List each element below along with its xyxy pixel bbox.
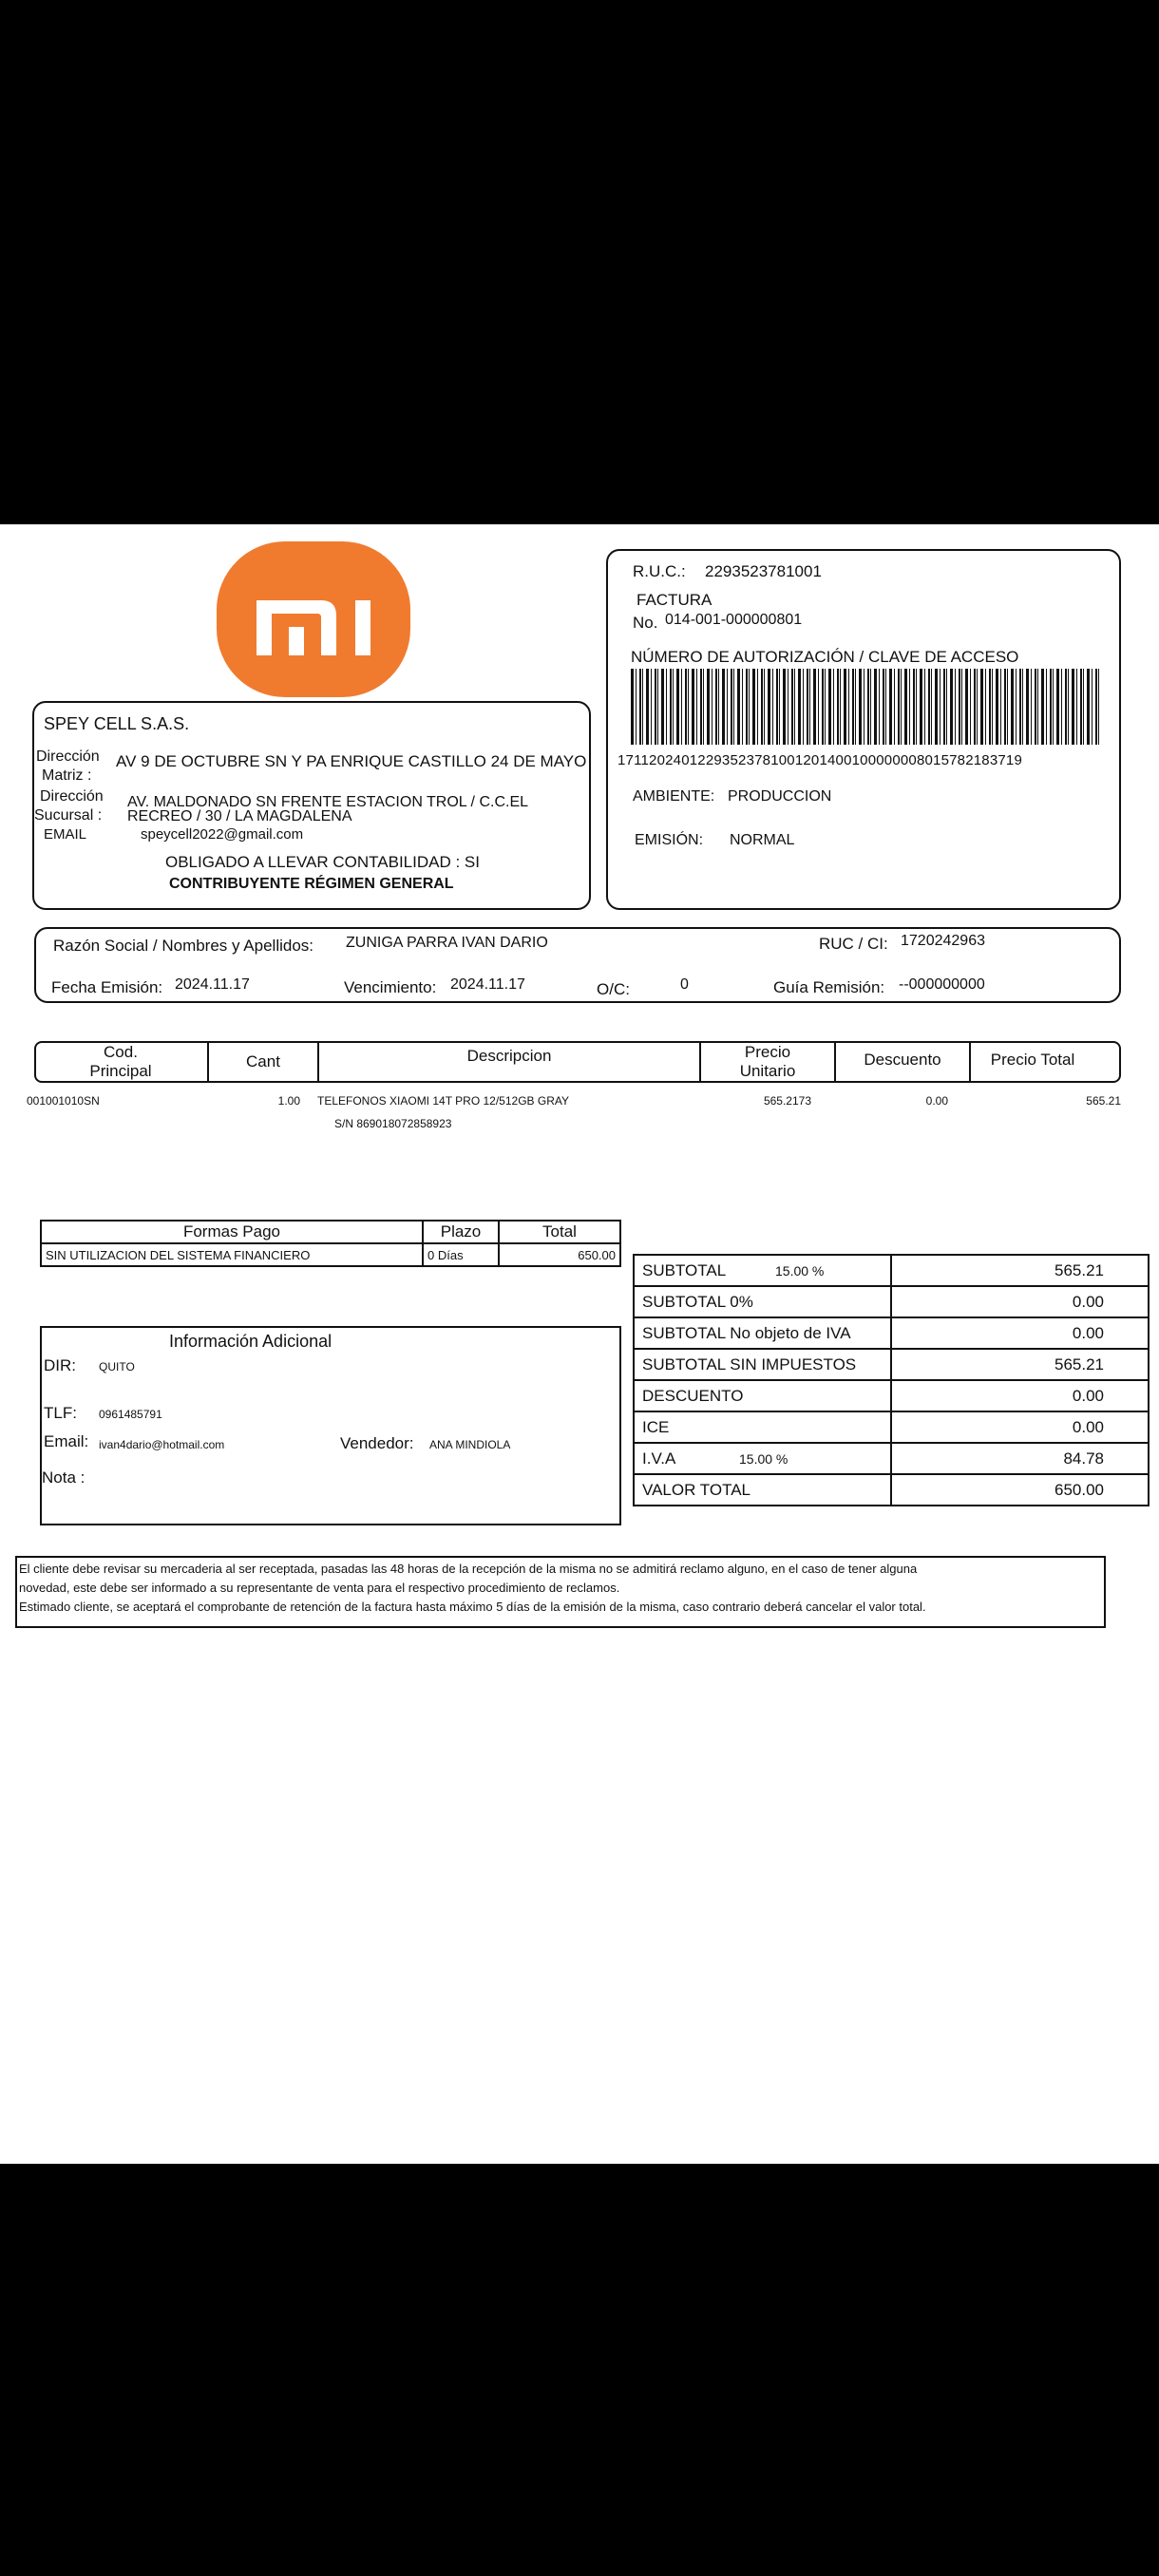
vencimiento: 2024.11.17 [450,976,525,993]
col-precio-header: Precio Unitario [739,1043,796,1080]
client-ruc: 1720242963 [901,933,985,949]
matriz-address: AV 9 DE OCTUBRE SN Y PA ENRIQUE CASTILLO 24 DE MAYO [116,752,587,770]
iva-pct: 15.00 % [739,1451,788,1467]
client-ruc-label: RUC / CI: [819,935,888,953]
client-email: ivan4dario@hotmail.com [99,1438,225,1451]
oc-value: 0 [680,976,689,993]
sucursal-label-1: Dirección [40,788,104,805]
guia-value: --000000000 [899,976,985,993]
col-descuento-header: Descuento [864,1051,941,1069]
invoice-number: 014-001-000000801 [665,612,803,628]
contabilidad-text: OBLIGADO A LLEVAR CONTABILIDAD : SI [165,853,480,871]
totals-row [634,1286,1149,1317]
item-code: 001001010SN [27,1094,100,1108]
dir-value: QUITO [99,1360,135,1373]
subtotal-sin-impuestos-label: SUBTOTAL SIN IMPUESTOS [634,1349,891,1380]
ice-label: ICE [634,1411,891,1443]
footer-note-line-2: novedad, este debe ser informado a su representante de venta para el respectivo procedimiento de reclamos. [19,1581,620,1595]
subtotal-no-iva-value: 0.00 [891,1317,1149,1349]
guia-label: Guía Remisión: [773,978,885,996]
oc-label: O/C: [597,980,630,998]
tlf-label: TLF: [44,1404,77,1422]
invoice-no-label: No. [633,614,658,632]
descuento-value: 0.00 [891,1380,1149,1411]
iva-label: I.V.A [642,1449,676,1468]
fecha-emision-label: Fecha Emisión: [51,978,163,996]
additional-info-title: Información Adicional [169,1332,332,1351]
descuento-label: DESCUENTO [634,1380,891,1411]
col-cant-header: Cant [246,1052,280,1070]
additional-info-box [40,1326,621,1525]
emision-value: NORMAL [730,832,795,848]
subtotal-label: SUBTOTAL [642,1260,727,1279]
vendedor-label: Vendedor: [340,1434,414,1452]
totals-row [634,1380,1149,1411]
valor-total-label: VALOR TOTAL [634,1474,891,1506]
nota-label: Nota : [42,1468,86,1487]
issuer-email: speycell2022@gmail.com [141,826,304,843]
item-discount: 0.00 [925,1094,948,1108]
payment-header-total: Total [499,1221,620,1243]
totals-row [634,1474,1149,1506]
issuer-email-label: EMAIL [44,826,87,843]
subtotal-0-value: 0.00 [891,1286,1149,1317]
subtotal-pct: 15.00 % [775,1263,825,1279]
matriz-label-1: Dirección [36,748,100,765]
payment-total: 650.00 [499,1243,620,1266]
col-total-header: Precio Total [990,1051,1075,1069]
payment-term: 0 Días [423,1243,499,1266]
xiaomi-logo [217,541,410,697]
item-serial: S/N 869018072858923 [334,1117,452,1130]
sucursal-label-2: Sucursal : [34,807,103,824]
vendedor-value: ANA MINDIOLA [429,1438,511,1451]
totals-row [634,1255,1149,1286]
client-name: ZUNIGA PARRA IVAN DARIO [346,935,548,951]
footer-note-line-3: Estimado cliente, se aceptará el comprobante de retención de la factura hasta máximo 5 días de la emisión de la misma, caso contrario deberá cancelar el valor total. [19,1600,926,1614]
item-quantity: 1.00 [277,1094,300,1108]
matriz-label-2: Matriz : [42,767,92,784]
ruc-label: R.U.C.: [633,562,686,580]
col-desc-header: Descripcion [466,1047,552,1065]
subtotal-0-label: SUBTOTAL 0% [634,1286,891,1317]
totals-row [634,1349,1149,1380]
tlf-value: 0961485791 [99,1408,162,1421]
regimen-text: CONTRIBUYENTE RÉGIMEN GENERAL [169,876,454,892]
invoice-type: FACTURA [636,591,712,609]
ambiente-label: AMBIENTE: [633,788,715,805]
ruc-value: 2293523781001 [705,562,822,580]
ice-value: 0.00 [891,1411,1149,1443]
authorization-label: NÚMERO DE AUTORIZACIÓN / CLAVE DE ACCESO [631,648,1019,666]
client-email-label: Email: [44,1432,89,1450]
totals-table [633,1254,1150,1506]
payment-header-forma: Formas Pago [41,1221,423,1243]
subtotal-no-iva-label: SUBTOTAL No objeto de IVA [634,1317,891,1349]
totals-row [634,1317,1149,1349]
valor-total-value: 650.00 [891,1474,1149,1506]
invoice-page [0,524,1159,2164]
col-cod-header: Cod. Principal [89,1043,152,1080]
access-key: 1711202401229352378100120140010000000801578218371​9 [618,752,1023,768]
payment-method: SIN UTILIZACION DEL SISTEMA FINANCIERO [41,1243,423,1266]
subtotal-value: 565.21 [891,1255,1149,1286]
payment-table [40,1220,621,1267]
footer-note-line-1: El cliente debe revisar su mercaderia al ser receptada, pasadas las 48 horas de la recepción de la misma no se admitirá reclamo alguno, en el caso de tener alguna [19,1562,918,1576]
dir-label: DIR: [44,1356,76,1374]
totals-row [634,1411,1149,1443]
sucursal-address-1: AV. MALDONADO SN FRENTE ESTACION TROL / C.C.EL [127,794,529,810]
item-unit-price: 565.2173 [763,1094,811,1108]
totals-row [634,1443,1149,1474]
sucursal-address-2: RECREO / 30 / LA MAGDALENA [127,808,352,824]
item-description: TELEFONOS XIAOMI 14T PRO 12/512GB GRAY [317,1094,569,1108]
fecha-emision: 2024.11.17 [175,976,250,993]
barcode [631,669,1100,745]
iva-value: 84.78 [891,1443,1149,1474]
vencimiento-label: Vencimiento: [344,978,437,996]
payment-header-plazo: Plazo [423,1221,499,1243]
issuer-name: SPEY CELL S.A.S. [44,714,190,733]
item-total: 565.21 [1086,1094,1121,1108]
client-name-label: Razón Social / Nombres y Apellidos: [53,937,314,955]
subtotal-sin-impuestos-value: 565.21 [891,1349,1149,1380]
ambiente-value: PRODUCCION [728,788,832,805]
emision-label: EMISIÓN: [635,832,704,848]
